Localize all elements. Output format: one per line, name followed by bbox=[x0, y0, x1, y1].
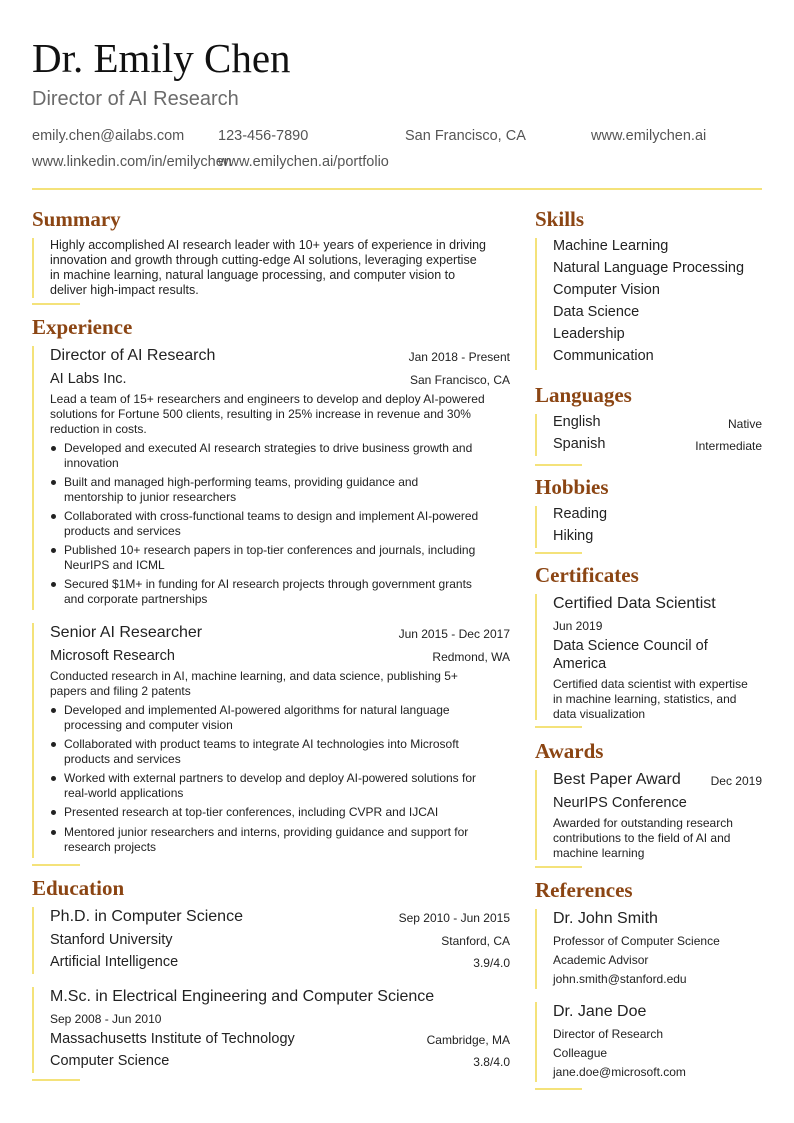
education-bar bbox=[32, 907, 34, 974]
education-field: Computer Science bbox=[50, 1053, 170, 1069]
references-heading: References bbox=[535, 878, 633, 902]
language-name: English bbox=[553, 414, 601, 430]
job-bullet: Secured $1M+ in funding for AI research projects through government grants and corporate partnerships bbox=[64, 577, 472, 606]
reference-relation: Colleague bbox=[553, 1046, 608, 1060]
skill-item: Leadership bbox=[553, 326, 625, 342]
award-description: Awarded for outstanding research contributions to the field of AI and machine learning bbox=[553, 816, 733, 860]
candidate-name: Dr. Emily Chen bbox=[32, 35, 291, 81]
education-degree: Ph.D. in Computer Science bbox=[50, 908, 243, 925]
education-degree: M.Sc. in Electrical Engineering and Computer Science bbox=[50, 988, 435, 1005]
summary-underline bbox=[32, 303, 80, 305]
reference-bar bbox=[535, 1002, 537, 1082]
linkedin-link[interactable]: www.linkedin.com/in/emilychen bbox=[32, 154, 232, 170]
job-bar bbox=[32, 623, 34, 858]
experience-heading: Experience bbox=[32, 315, 133, 339]
language-name: Spanish bbox=[553, 436, 606, 452]
certificate-description: Certified data scientist with expertise in machine learning, statistics, and data visualization bbox=[553, 677, 748, 721]
job-company: AI Labs Inc. bbox=[50, 371, 127, 387]
summary-bar bbox=[32, 238, 34, 298]
job-bullet: Published 10+ research papers in top-tier conferences and journals, including NeurIPS and ICML bbox=[64, 543, 476, 572]
education-location: Cambridge, MA bbox=[426, 1033, 510, 1047]
job-location: San Francisco, CA bbox=[409, 373, 510, 387]
references-underline bbox=[535, 1088, 582, 1090]
job-bullet: Developed and implemented AI-powered algorithms for natural language processing and computer vision bbox=[64, 703, 450, 732]
hobby-item: Reading bbox=[553, 506, 608, 522]
website-link[interactable]: www.emilychen.ai bbox=[591, 128, 707, 144]
languages-heading: Languages bbox=[535, 383, 632, 407]
reference-name: Dr. John Smith bbox=[553, 910, 658, 927]
languages-underline bbox=[535, 464, 582, 466]
portfolio-link[interactable]: www.emilychen.ai/portfolio bbox=[218, 154, 389, 170]
job-bullet: Collaborated with cross-functional teams to design and implement AI-powered products and services bbox=[64, 509, 479, 538]
education-school: Stanford University bbox=[50, 932, 173, 948]
hobbies-underline bbox=[535, 552, 582, 554]
job-role: Director of AI Research bbox=[50, 347, 216, 364]
skill-item: Computer Vision bbox=[553, 282, 660, 298]
phone-number: 123-456-7890 bbox=[218, 128, 309, 144]
reference-title: Professor of Computer Science bbox=[553, 934, 720, 948]
location-text: San Francisco, CA bbox=[405, 128, 526, 144]
skill-item: Natural Language Processing bbox=[553, 260, 745, 276]
award-name: Best Paper Award bbox=[553, 771, 681, 788]
job-bullet: Developed and executed AI research strategies to drive business growth and innovation bbox=[64, 441, 473, 470]
job-dates: Jun 2015 - Dec 2017 bbox=[398, 627, 510, 641]
education-gpa: 3.8/4.0 bbox=[473, 1055, 510, 1069]
languages-bar bbox=[535, 414, 537, 456]
award-org: NeurIPS Conference bbox=[553, 795, 687, 811]
awards-heading: Awards bbox=[535, 739, 604, 763]
hobbies-heading: Hobbies bbox=[535, 475, 609, 499]
reference-title: Director of Research bbox=[553, 1027, 664, 1041]
hobby-item: Hiking bbox=[553, 528, 594, 544]
certificates-bar bbox=[535, 594, 537, 720]
skill-item: Data Science bbox=[553, 304, 640, 320]
education-underline bbox=[32, 1079, 80, 1081]
award-date: Dec 2019 bbox=[710, 774, 762, 788]
header-divider bbox=[32, 188, 762, 190]
skill-item: Machine Learning bbox=[553, 238, 669, 254]
experience-underline bbox=[32, 864, 80, 866]
education-heading: Education bbox=[32, 876, 125, 900]
job-bullet: Mentored junior researchers and interns, providing guidance and support for research projects bbox=[64, 825, 469, 854]
skill-item: Communication bbox=[553, 348, 654, 364]
education-field: Artificial Intelligence bbox=[50, 954, 179, 970]
awards-bar bbox=[535, 770, 537, 860]
job-bar bbox=[32, 346, 34, 610]
education-bar bbox=[32, 987, 34, 1073]
email-link[interactable]: emily.chen@ailabs.com bbox=[32, 128, 185, 144]
certificate-name: Certified Data Scientist bbox=[553, 595, 716, 612]
reference-relation: Academic Advisor bbox=[553, 953, 649, 967]
hobbies-bar bbox=[535, 506, 537, 548]
job-role: Senior AI Researcher bbox=[50, 624, 203, 641]
education-location: Stanford, CA bbox=[441, 934, 510, 948]
job-bullet: Built and managed high-performing teams, providing guidance and mentorship to junior researchers bbox=[64, 475, 419, 504]
reference-name: Dr. Jane Doe bbox=[553, 1003, 647, 1020]
reference-bar bbox=[535, 909, 537, 989]
certificates-underline bbox=[535, 726, 582, 728]
job-company: Microsoft Research bbox=[50, 648, 175, 664]
education-gpa: 3.9/4.0 bbox=[473, 956, 510, 970]
job-location: Redmond, WA bbox=[432, 650, 510, 664]
language-level: Native bbox=[727, 417, 762, 431]
certificate-issuer: Data Science Council of America bbox=[553, 638, 708, 672]
reference-email[interactable]: jane.doe@microsoft.com bbox=[553, 1065, 686, 1079]
summary-text: Highly accomplished AI research leader with 10+ years of experience in driving innovation and growth through cutting-edge AI solutions, leveraging expertise in machine learning, natural language processing, and computer vision to deliver high-impact results. bbox=[50, 238, 486, 297]
skills-heading: Skills bbox=[535, 207, 585, 231]
language-level: Intermediate bbox=[695, 439, 762, 453]
awards-underline bbox=[535, 866, 582, 868]
certificates-heading: Certificates bbox=[535, 563, 639, 587]
job-bullet: Worked with external partners to develop and deploy AI-powered solutions for real-world applications bbox=[64, 771, 477, 800]
education-dates: Sep 2008 - Jun 2010 bbox=[50, 1012, 162, 1026]
job-bullet: Presented research at top-tier conferences, including CVPR and IJCAI bbox=[64, 805, 439, 819]
education-school: Massachusetts Institute of Technology bbox=[50, 1031, 295, 1047]
education-dates: Sep 2010 - Jun 2015 bbox=[398, 911, 510, 925]
job-description: Conducted research in AI, machine learning, and data science, publishing 5+ papers and filing 2 patents bbox=[50, 669, 458, 698]
reference-email[interactable]: john.smith@stanford.edu bbox=[553, 972, 687, 986]
candidate-title: Director of AI Research bbox=[32, 88, 239, 110]
job-bullet: Collaborated with product teams to integrate AI technologies into Microsoft products and services bbox=[64, 737, 459, 766]
job-dates: Jan 2018 - Present bbox=[408, 350, 510, 364]
skills-bar bbox=[535, 238, 537, 370]
certificate-date: Jun 2019 bbox=[553, 619, 603, 633]
job-description: Lead a team of 15+ researchers and engineers to develop and deploy AI-powered solutions for Fortune 500 clients, resulting in 25% increase in revenue and 30% reduction in costs. bbox=[50, 392, 485, 436]
summary-heading: Summary bbox=[32, 207, 121, 231]
